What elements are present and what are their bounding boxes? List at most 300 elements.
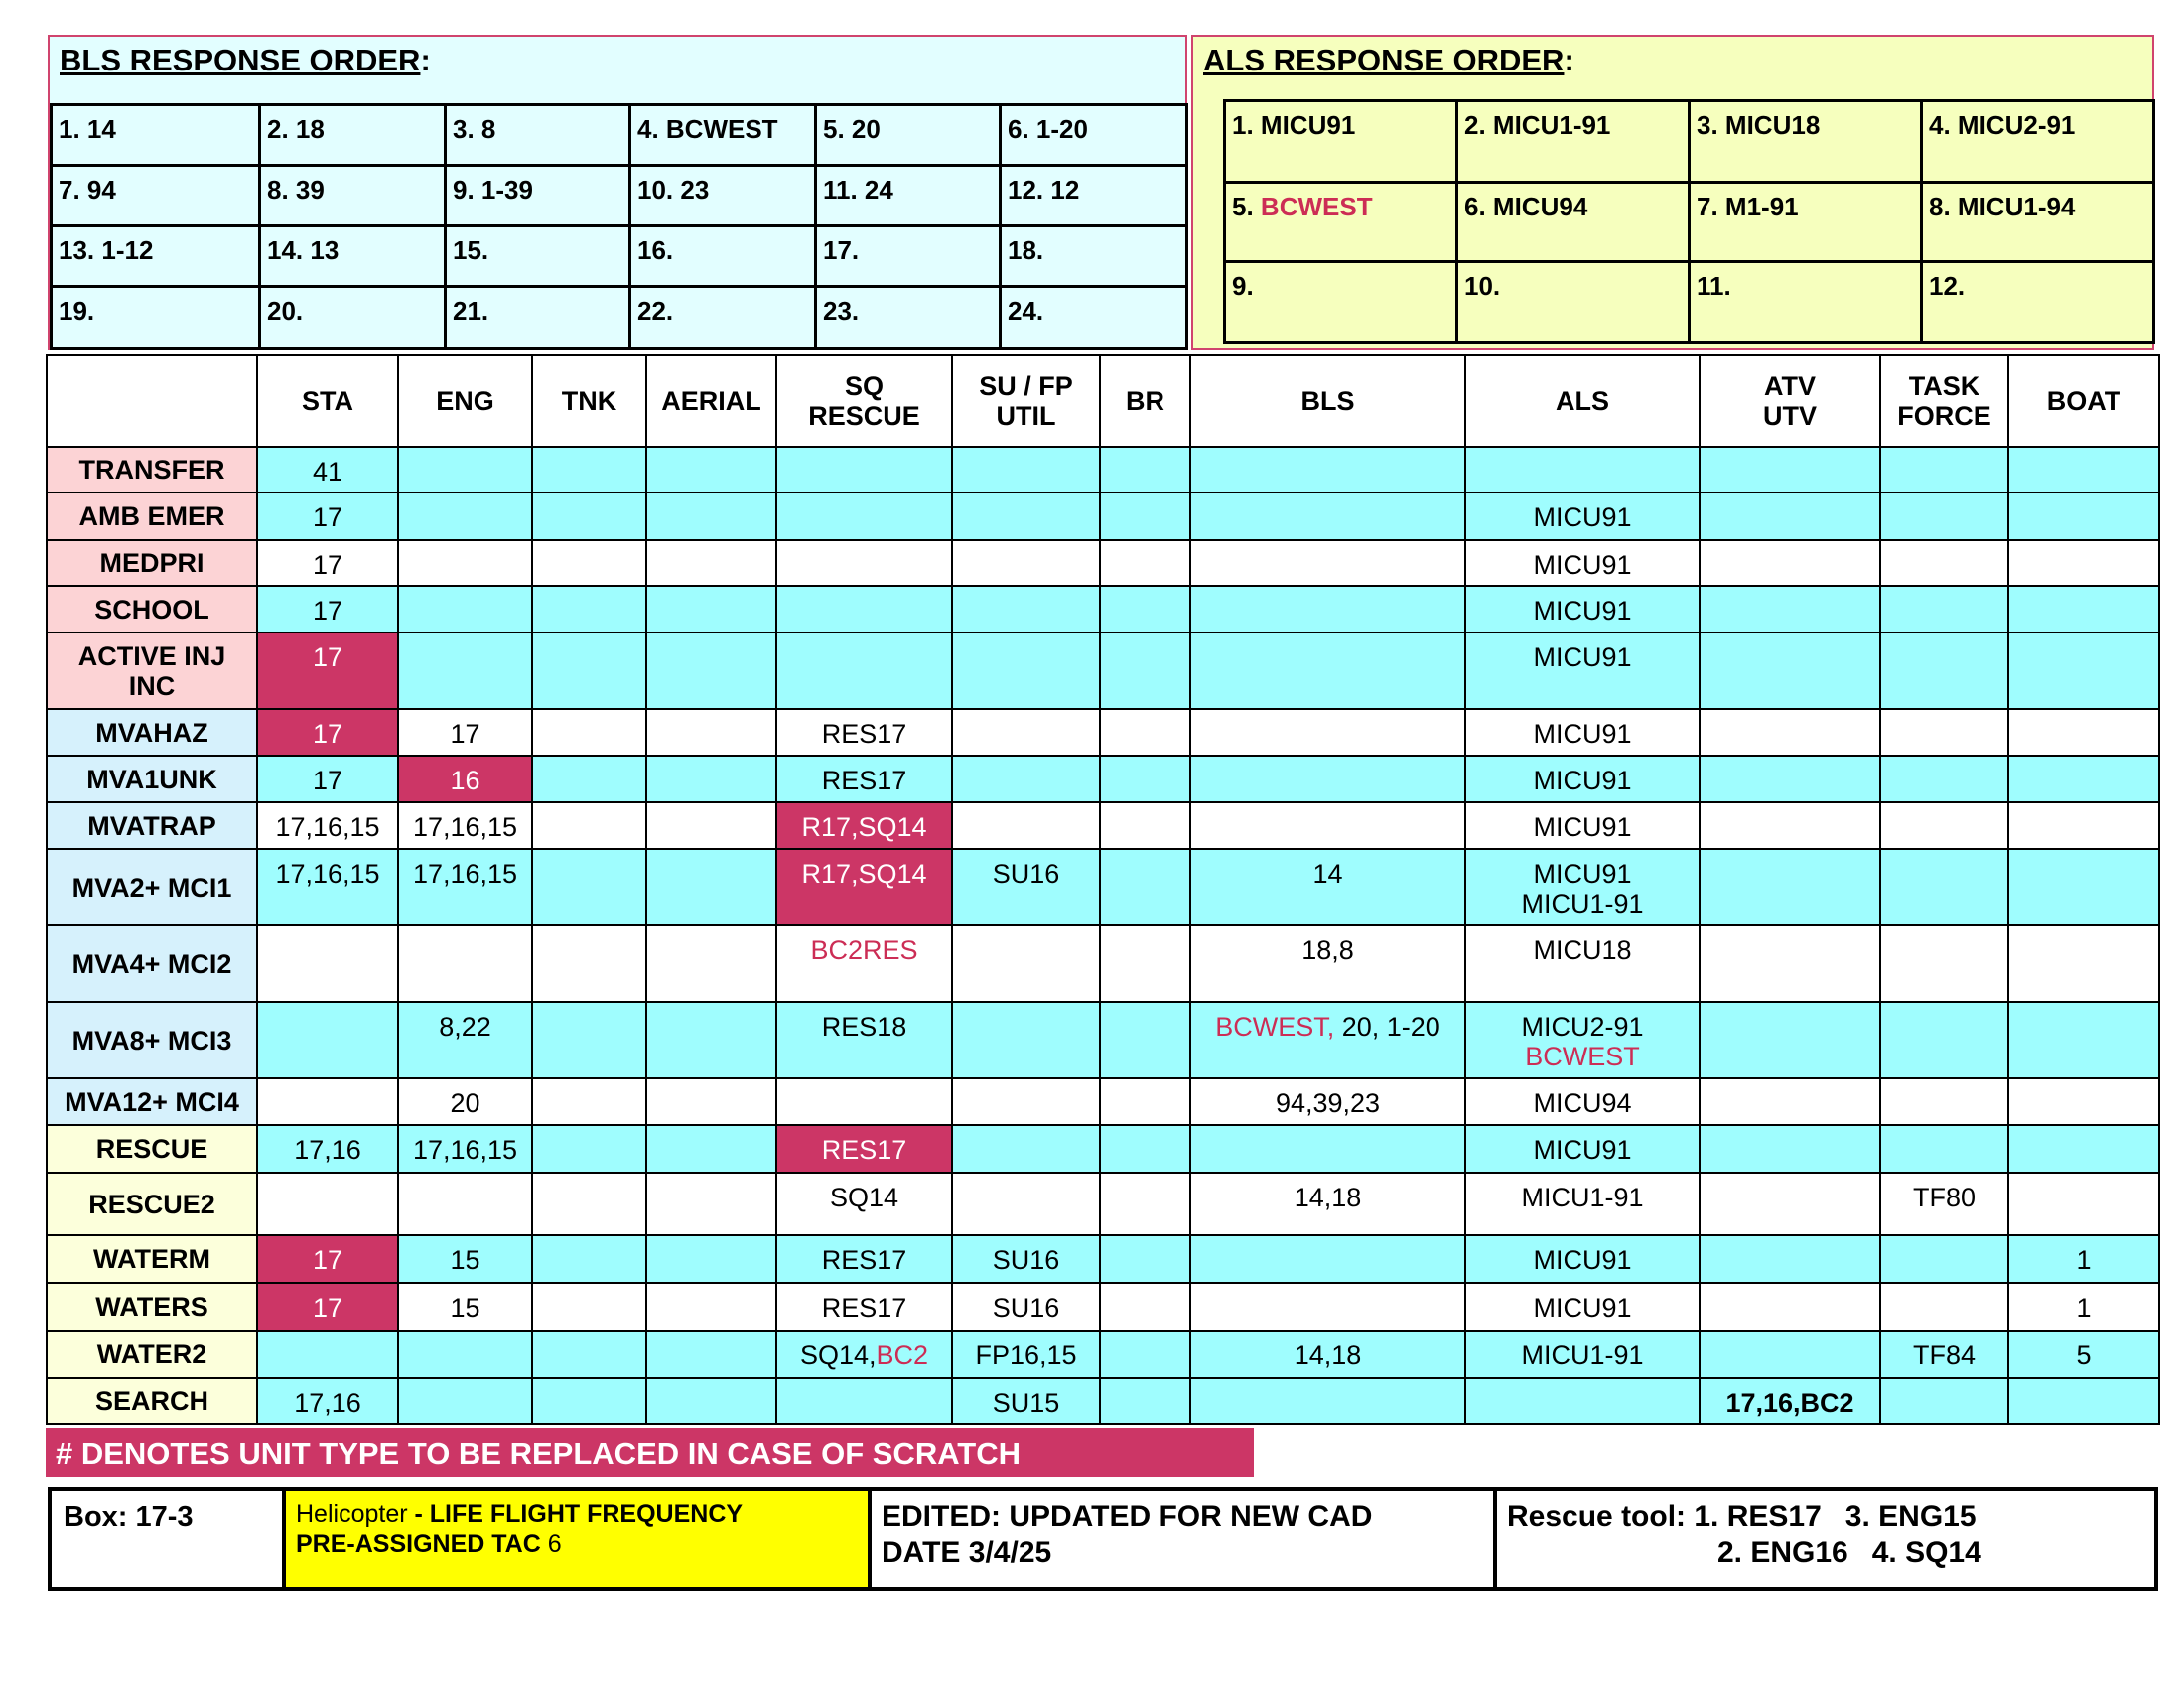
row-label [47,1378,257,1424]
row-label-text: MVA4+ MCI2 [71,948,232,979]
cell-eng: 8,22 [398,1002,532,1078]
cell-bls [1190,586,1465,633]
bls-order-cell: 12. 12 [1002,167,1188,227]
cell-br [1100,1078,1190,1125]
row-label [47,709,257,756]
cell-br [1100,540,1190,586]
table-row [47,1002,2159,1078]
cell-sta: 17 [257,709,398,756]
column-header-text: BOAT [2046,386,2121,416]
cell-atv [1700,802,1880,849]
cell-sta: 17 [257,492,398,540]
cell-atv [1700,709,1880,756]
row-label [47,1125,257,1173]
cell-sta: 17 [257,1283,398,1331]
cell-boat [2008,709,2159,756]
als-order-cell [1923,263,2155,344]
cell-su [952,925,1100,1002]
table-row [47,633,2159,709]
cell-br [1100,1235,1190,1283]
cell-bls [1190,1283,1465,1331]
cell-br [1100,586,1190,633]
bls-order-cell: 9. 1-39 [447,167,631,227]
cell-bls: 14,18 [1190,1173,1465,1235]
cell-aerial [646,709,776,756]
cell-aerial [646,492,776,540]
als-order-cell [1458,102,1691,184]
cell-tnk [532,1078,646,1125]
cell-sta [257,1173,398,1235]
cell-sta: 17 [257,756,398,802]
cell-su [952,447,1100,492]
row-label-text: WATER2 [96,1339,207,1369]
cell-boat [2008,540,2159,586]
cell-boat [2008,586,2159,633]
response-matrix-table [46,354,2160,1425]
helicopter-line: Helicopter - LIFE FLIGHT FREQUENCY [296,1500,744,1528]
als-order-unit: MICU2-91 [1957,110,2076,140]
cell-als: MICU91 [1465,1125,1700,1173]
rescue-tool-2: 2. ENG16 [1717,1536,1848,1569]
cell-sq: RES17 [776,1235,952,1283]
cell-br [1100,1125,1190,1173]
cell-su: SU15 [952,1378,1100,1424]
cell-line: MICU2-91 [1521,1012,1644,1042]
als-order-cell [1923,184,2155,263]
cell-br [1100,492,1190,540]
cell-als: MICU1-91 [1465,1331,1700,1378]
cell-eng: 20 [398,1078,532,1125]
bls-order-cell: 23. [817,288,1002,350]
als-order-number: 5. [1232,192,1261,221]
cell-eng [398,1378,532,1424]
row-label [47,925,257,1002]
cell-aerial [646,756,776,802]
als-order-number: 11. [1697,271,1731,301]
bls-order-cell: 1. 14 [53,106,261,167]
als-order-number: 9. [1232,271,1254,301]
row-label [47,1173,257,1235]
bls-order-cell: 21. [447,288,631,350]
cell-bls [1190,492,1465,540]
cell-su [952,540,1100,586]
cell-tnk [532,1283,646,1331]
cell-sq [776,447,952,492]
cell-aerial [646,849,776,925]
cell-aerial [646,1078,776,1125]
cell-br [1100,849,1190,925]
cell-aerial [646,1125,776,1173]
cell-sta: 17 [257,633,398,709]
als-order-unit: M1-91 [1724,192,1799,221]
cell-br [1100,802,1190,849]
cell-als: MICU91 [1465,709,1700,756]
cell-tf [1880,1002,2008,1078]
table-row [47,1235,2159,1283]
cell-tnk [532,492,646,540]
cell-tnk [532,802,646,849]
cell-eng: 16 [398,756,532,802]
cell-tnk [532,756,646,802]
cell-boat [2008,447,2159,492]
cell-als: MICU91 [1465,1235,1700,1283]
bls-order-cell: 11. 24 [817,167,1002,227]
row-label-text: AMB EMER [78,501,225,531]
cell-eng [398,492,532,540]
edit-date: DATE 3/4/25 [882,1536,1052,1569]
column-header-text: UTV [1763,401,1817,431]
cell-line: MICU91 [1533,859,1632,889]
als-order-number: 4. [1929,110,1958,140]
als-order-unit: MICU91 [1260,110,1356,140]
cell-tf [1880,1283,2008,1331]
table-row [47,756,2159,802]
bls-order-cell: 15. [447,227,631,288]
cell-boat [2008,1173,2159,1235]
cell-br [1100,925,1190,1002]
cell-sq [776,586,952,633]
rescue-tool-4: 4. SQ14 [1871,1536,1981,1569]
cell-aerial [646,540,776,586]
row-label [47,1331,257,1378]
cell-eng [398,586,532,633]
cell-als [1465,447,1700,492]
cell-bls [1190,447,1465,492]
als-order-number: 1. [1232,110,1261,140]
cell-bls: 94,39,23 [1190,1078,1465,1125]
column-header-text: STA [302,386,353,416]
cell-eng [398,447,532,492]
tac-line: PRE-ASSIGNED TAC 6 [296,1530,562,1558]
cell-als: MICU91 [1465,1283,1700,1331]
row-label-text: ACTIVE INJ [77,640,226,671]
cell-bls: 14,18 [1190,1331,1465,1378]
table-row [47,1378,2159,1424]
als-order-number: 3. [1697,110,1725,140]
cell-eng [398,1331,532,1378]
table-body [47,447,2159,1424]
row-label-text: WATERM [93,1244,210,1274]
als-order-cell [1226,102,1458,184]
cell-aerial [646,447,776,492]
bls-order-cell: 16. [631,227,817,288]
cell-aerial [646,802,776,849]
cell-atv [1700,849,1880,925]
cell-bls [1190,1378,1465,1424]
cell-sta: 17 [257,586,398,633]
cell-su: SU16 [952,849,1100,925]
als-order-number: 6. [1464,192,1493,221]
cell-atv [1700,633,1880,709]
cell-segment: 20, 1-20 [1334,1012,1440,1042]
cell-eng: 17,16,15 [398,849,532,925]
cell-tf [1880,586,2008,633]
als-order-cell [1923,102,2155,184]
cell-sq: RES17 [776,756,952,802]
column-header-aerial [646,355,776,447]
cell-tnk [532,1125,646,1173]
cell-als: MICU91 [1465,802,1700,849]
cell-atv [1700,1002,1880,1078]
cell-boat [2008,925,2159,1002]
cell-atv [1700,1078,1880,1125]
cell-sta: 17 [257,540,398,586]
cell-segment: SQ14, [799,1340,877,1370]
table-row [47,447,2159,492]
column-header-tnk [532,355,646,447]
cell-tnk [532,925,646,1002]
column-header-label [47,355,257,447]
column-header-tf [1880,355,2008,447]
cell-tf [1880,447,2008,492]
column-header-boat [2008,355,2159,447]
cell-su [952,1002,1100,1078]
cell-sq [776,1378,952,1424]
cell-aerial [646,1235,776,1283]
cell-bls [1190,802,1465,849]
cell-als: MICU91 [1465,540,1700,586]
row-label-text: MEDPRI [99,548,205,578]
column-header-sq [776,355,952,447]
cell-tf [1880,849,2008,925]
cell-sta [257,1331,398,1378]
row-label [47,1078,257,1125]
cell-sq: RES18 [776,1002,952,1078]
cell-atv [1700,756,1880,802]
cell-als: MICU91 [1465,756,1700,802]
cell-tf [1880,1235,2008,1283]
row-label-text: MVA12+ MCI4 [65,1086,239,1117]
cell-aerial [646,1283,776,1331]
cell-line: MICU1-91 [1521,889,1644,918]
cell-bls [1190,1235,1465,1283]
als-order-number: 12. [1929,271,1966,301]
cell-als: MICU91 [1465,586,1700,633]
cell-als: MICU1-91 [1465,1173,1700,1235]
cell-sq [776,633,952,709]
cell-atv: 17,16,BC2 [1700,1378,1880,1424]
cell-atv [1700,447,1880,492]
cell-br [1100,1378,1190,1424]
als-response-order-panel [1191,35,2154,350]
table-header-row [47,355,2159,447]
row-label-text: SCHOOL [94,594,209,625]
cell-boat: 1 [2008,1283,2159,1331]
cell-tf [1880,756,2008,802]
cell-eng: 17,16,15 [398,802,532,849]
rescue-tool-3: 3. ENG15 [1844,1500,1977,1533]
cell-boat [2008,849,2159,925]
cell-boat [2008,1078,2159,1125]
cell-sta: 17,16 [257,1125,398,1173]
cell-boat [2008,1125,2159,1173]
row-label-text: MVA8+ MCI3 [71,1025,232,1055]
cell-boat [2008,1002,2159,1078]
als-order-cell [1458,184,1691,263]
table-row [47,849,2159,925]
cell-sq: SQ14 [776,1173,952,1235]
cell-atv [1700,1125,1880,1173]
column-header-text: TASK [1908,371,1980,401]
column-header-text: FORCE [1897,401,1991,431]
column-header-su [952,355,1100,447]
cell-br [1100,447,1190,492]
cell-segment: BCWEST, [1215,1012,1335,1042]
column-header-text: SQ [844,371,884,401]
cell-bls: 18,8 [1190,925,1465,1002]
row-label [47,447,257,492]
cell-su [952,1173,1100,1235]
cell-tf: TF84 [1880,1331,2008,1378]
table-row [47,925,2159,1002]
bls-order-cell: 22. [631,288,817,350]
table-row [47,1283,2159,1331]
cell-su [952,1125,1100,1173]
row-label [47,1002,257,1078]
row-label [47,849,257,925]
cell-als: MICU91 [1465,492,1700,540]
table-row [47,1125,2159,1173]
cell-sq: RES17 [776,1283,952,1331]
cell-tnk [532,849,646,925]
bls-order-cell: 14. 13 [261,227,447,288]
helicopter-frequency [286,1491,872,1587]
cell-br [1100,633,1190,709]
bls-order-cell: 6. 1-20 [1002,106,1188,167]
table-row [47,1331,2159,1378]
cell-als: MICU18 [1465,925,1700,1002]
bls-order-cell: 19. [53,288,261,350]
cell-tnk [532,447,646,492]
als-response-order-title: ALS RESPONSE ORDER: [1203,43,1574,77]
column-header-als [1465,355,1700,447]
als-order-unit: MICU1-94 [1957,192,2076,221]
cell-aerial [646,586,776,633]
cell-eng [398,540,532,586]
row-label [47,492,257,540]
cell-tnk [532,1002,646,1078]
cell-sq [776,492,952,540]
row-label [47,1283,257,1331]
als-order-cell [1691,263,1923,344]
cell-sta: 17 [257,1235,398,1283]
als-order-cell [1226,263,1458,344]
cell-boat [2008,633,2159,709]
cell-atv [1700,492,1880,540]
cell-segment: BC2 [876,1340,929,1370]
footer-bar [48,1487,2158,1591]
bls-order-cell: 13. 1-12 [53,227,261,288]
cell-sta: 17,16,15 [257,802,398,849]
cell-bls [1190,709,1465,756]
cell-eng: 17,16,15 [398,1125,532,1173]
cell-atv [1700,1235,1880,1283]
als-order-cell [1226,184,1458,263]
als-order-unit: MICU94 [1492,192,1588,221]
column-header-eng [398,355,532,447]
cell-tf [1880,540,2008,586]
cell-als [1465,1378,1700,1424]
row-label [47,756,257,802]
cell-sq: RES17 [776,1125,952,1173]
cell-sq: R17,SQ14 [776,849,952,925]
row-label-text: MVATRAP [87,810,216,841]
cell-boat [2008,492,2159,540]
column-header-atv [1700,355,1880,447]
cell-br [1100,1283,1190,1331]
als-order-number: 7. [1697,192,1725,221]
bls-order-cell: 5. 20 [817,106,1002,167]
cell-tf [1880,633,2008,709]
column-header-text: BR [1126,386,1164,416]
column-header-text: RESCUE [808,401,920,431]
bls-order-cell: 18. [1002,227,1188,288]
row-label [47,540,257,586]
table-row [47,1078,2159,1125]
als-order-unit: BCWEST [1260,192,1373,221]
cell-boat [2008,1378,2159,1424]
row-label-text: MVA2+ MCI1 [71,872,232,903]
bls-order-cell: 7. 94 [53,167,261,227]
row-label-text: INC [128,670,176,701]
row-label [47,1235,257,1283]
cell-tf [1880,925,2008,1002]
cell-eng [398,633,532,709]
row-label-text: SEARCH [94,1386,208,1416]
cell-su [952,586,1100,633]
cell-su [952,709,1100,756]
rescue-tool-1: 1. RES17 [1694,1500,1822,1533]
table-row [47,540,2159,586]
als-order-unit: MICU18 [1724,110,1821,140]
cell-bls [1190,540,1465,586]
cell-sta: 41 [257,447,398,492]
cell-su: FP16,15 [952,1331,1100,1378]
als-order-number: 8. [1929,192,1958,221]
cell-sq [776,1078,952,1125]
cell-bls [1190,633,1465,709]
cell-aerial [646,1173,776,1235]
scratch-note-banner: # DENOTES UNIT TYPE TO BE REPLACED IN CASE OF SCRATCH [46,1428,1254,1477]
edit-note [872,1491,1497,1587]
row-label-text: WATERS [95,1292,208,1322]
cell-als: MICU94 [1465,1078,1700,1125]
cell-sq [776,1331,952,1378]
table-row [47,709,2159,756]
bls-response-order-title: BLS RESPONSE ORDER: [60,43,431,77]
cell-tf [1880,1378,2008,1424]
column-header-text: ATV [1764,371,1816,401]
als-order-grid [1223,99,2155,344]
cell-tnk [532,1378,646,1424]
cell-als [1465,1002,1700,1078]
cell-bls [1190,1002,1465,1078]
cell-sq [776,925,952,1002]
bls-response-order-panel [48,35,1187,350]
table-row [47,492,2159,540]
bls-order-cell: 4. BCWEST [631,106,817,167]
cell-atv [1700,925,1880,1002]
cell-sq: RES17 [776,709,952,756]
cell-eng: 15 [398,1235,532,1283]
bls-order-cell: 8. 39 [261,167,447,227]
bls-order-cell: 17. [817,227,1002,288]
cell-boat: 1 [2008,1235,2159,1283]
bls-order-cell: 2. 18 [261,106,447,167]
cell-atv [1700,1283,1880,1331]
als-order-cell [1458,263,1691,344]
cell-aerial [646,1002,776,1078]
